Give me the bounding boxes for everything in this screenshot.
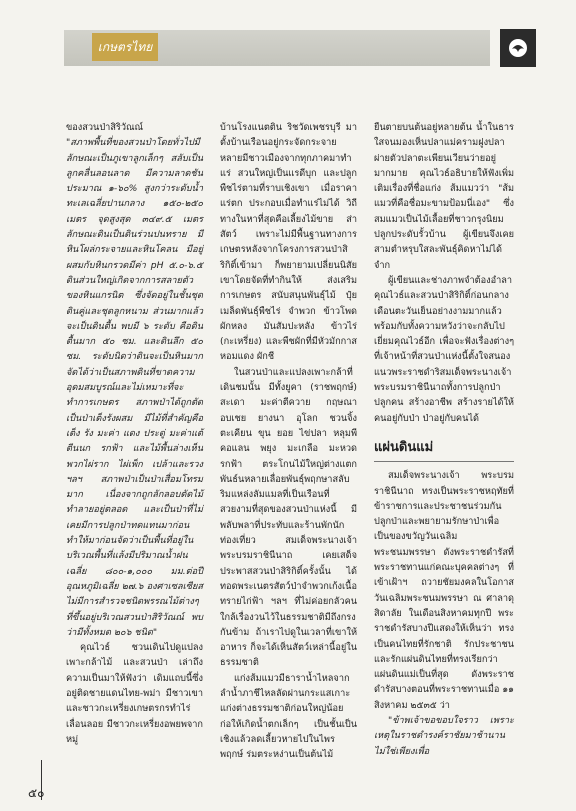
paragraph: ผู้เขียนและช่างภาพจำต้องอำลาคุณไวธ์และสวนป่าสิริกิติ์ก่อนกลางเดือนตะวันเย็นอย่างงามมากแล้ว พร้อมกับทั้งความหวังว่าจะกลับไปเยี่ยมคุณไวธ์อีก เพื่อจะฟังเรื่องต่างๆ ที่เจ้าหน้าที่สวนป่าแห่งนี้ตั้งใจสนองแนวพระราชดำริสมเด็จพระนางเจ้าพระบรมราชินีนาถทั้งการปลูกป่า ปลูกคน สร้างอาชีพ สร้างรายได้ให้คนอยู่กับป่า ป่าอยู่กับคนได้ [374, 274, 514, 424]
column-1 [66, 120, 203, 747]
paragraph: ยืนตายบนต้นอยู่หลายต้น น้ำในธารใสจนมองเห็นปลาแม่ครามฝูงปลาผ่ายตัวปลาตะเพียนเวียนว่ายอยู่มากมาย คุณไวธ์อธิบายให้ฟังเพิ่มเติมเรื่องที่ชื่อแก่ง ส้มแมวว่า "ส้มแมวที่คือชื่อมะขามป้อมนี่เอง" ซึ่งสมแมวเป็นไม้เลื้อยที่ชาวกรุงนิยมปลูกประดับรั้วบ้าน ผู้เขียนจึงเคยสามตำหรุบใสละพันธุ์คิดหาไม่ได้จำก [374, 122, 514, 271]
section-tab [92, 33, 158, 61]
column-3 [374, 120, 514, 759]
paragraph: แก่งส้มแมวมีธาราน้ำไหลจากลำน้ำภาชีไหลลัดผ่านกระแสเกาะแก่งต่างธรรมชาติก่อนใหญ่น้อย ก่อให้เกิดน้ำตกเล็กๆ เป็นชั้นเป็นเชิงแล้วลดเลี้ยวหายไปในไพรพฤกษ์ ร่มตระหง่านเป็นต้นไม้ [220, 672, 357, 761]
paragraph: ของสวนป่าสิริวัณณ์ [66, 122, 144, 133]
quote-paragraph: "ข้าพเจ้าขอขอบใจราว เพราะเหตุในราชดำรงค์ราชัยมาช้านาน ไม่ใช่เพียงเพื่อ [374, 714, 514, 757]
section-tab-label: เกษตรไทย [97, 39, 153, 54]
page-number: ๕๐ [28, 786, 45, 800]
column-2 [220, 120, 357, 762]
paragraph: บ้านโรงแนตติน ริชวัดเพชรบุรี มาตั้งบ้านเรือนอยู่กระจัดกระจาย หลายมีชาวเมืองจากทุกภาคมาทำแร่ สวนใหญ่เป็นแรดีบุก และปลูกพืชไร่ตามที่ราบเชิงเขา เมื่อราคาแร่ตก ประกอบเมื่อทำแร่ไม่ได้ วิถีทางในหาที่สุดคือเลี้ยงไม้ขาย ส่าสัตว์ เพราะไม่มีพื้นฐานทางการเกษตรหลังจากโครงการสวนป่าสิริกิติ์เข้ามา ก็พยายามเปลี่ยนนิสัยเขาโดยจัดที่ทำกินให้ ส่งเสริมการเกษตร สนับสนุนพันธุ์ไม้ ปุ๋ย เมล็ดพันธุ์พืชไร่ จำพวก ข้าวโพด ผักหลง มันสัมปะหลัง ข้าวไร่ (กะเหรี่ยง) และพืชผักที่มีหัวมักกาส หอมแดง ผักชี [220, 122, 357, 363]
paragraph: คุณไวธ์ ชวนเดินไปดูแปลงเพาะกล้าไม้ และสวนป่า เล่าถึงความเป็นมาให้ฟังว่า เดิมแถบนี้ซึ่งอยู่ติดชายแดนไทย-พม่า มีชาวเขาและชาวกะเหรี่ยงเกษตรกรทำไร่เลื่อนลอย มีชาวกะเหรี่ยงอพยพจากหมู่ [66, 642, 203, 745]
quote-paragraph: "สภาพพื้นที่ของสวนป่าโดยทั่วไปมีลักษณะเป็นภูเขาลูกเล็กๆ สลับเป็นลูกคลื่นลอนลาด มีความลาดชันประมาณ ๑-๖๐% สูงกว่าระดับน้ำทะเลเฉลี่ยปานกลาง ๑๕๐-๒๕๐ เมตร จุดสูงสุด ๓๔๙.๕ เมตร ลักษณะดินเป็นดินร่วนปนทราย มีหินโผล่กระจายและหินโคลน มีอยู่ผสมกับหินกรวดมีค่า pH ๕.๐-๖.๕ ดินส่วนใหญ่เกิดจากการสลายตัวของหินแกรนิต ซึ่งจัดอยู่ในชั้นชุดดินคู่และชุดลูกหนาม ส่วนมากแล้วจะเป็นดินตื้น พบมี ๖ ระดับ คือดินตื้นมาก ๕๐ ซม. และดินลึก ๕๐ ซม. ระดับนิดว่าดินจะเป็นหินมาก จัดได้ว่าเป็นสภาพดินที่ขาดความอุดมสมบูรณ์และไม่เหมาะที่จะทำการเกษตร สภาพป่าได้ถูกตัดเป็นป่าเต็งรังผสม มีไม้ที่สำคัญคือ เต็ง รัง มะค่า แดง ประดู่ มะค่าแต้ ตีนนก รกฟ้า และไม้พื้นล่างเห็นพวกไผ่ราก ไผ่เพ็ก เปล้าและรวง ฯลฯ สภาพป่าเป็นป่าเสื่อมโทรมมาก เนื่องจากถูกลักลอบตัดไม้ทำลายอยู่ตลอด และเป็นป่าที่ไม่เคยมีการปลูกป่าทดแทนมาก่อนทำให้มาก่อนจัดว่าเป็นพื้นที่อยู่ในบริเวณพื้นที่แล้งมีปริมาณน้ำฝนเฉลี่ย ๘๐๐-๑,๐๐๐ มม.ต่อปี อุณหภูมิเฉลี่ย ๒๗.๖ องศาเซลเซียส ไม่มีการสำรวจชนิดพรรณไม้ต่างๆ ที่ขึ้นอยู่บริเวณสวนป่าสิริวัณณ์ พบว่ามีทั้งหมด ๒๐๖ ชนิด" [66, 137, 203, 638]
logo-box [500, 29, 536, 67]
paragraph: สมเด็จพระนางเจ้า พระบรมราชินีนาถ ทรงเป็นพระราชหฤทัยที่ข้าราชการและประชาชนร่วมกันปลูกป่าและพยายามรักษาป่าเพื่อเป็นของขวัญวันเฉลิมพระชนมพรรษา ดังพระราชดำรัสที่พระราชทานแก่คณะบุคคลต่างๆ ที่เข้าเฝ้าฯ ถวายชัยมงคลในโอกาสวันเฉลิมพระชนมพรรษา ณ ศาลาดุสิดาลัย ในเดือนสิงหาคมทุกปี พระราชดำรัสบางปีแสดงให้เห็นว่า ทรงเป็นคนไทยที่รักชาติ รักประชาชน และรักแผ่นดินไทยที่ทรงเรียกว่าแผ่นดินแม่เป็นที่สุด ดังพระราชดำรัสบางตอนที่พระราชทานเมื่อ ๑๑ สิงหาคม ๒๕๓๕ ว่า [374, 470, 515, 711]
section-divider [374, 461, 514, 462]
circle-leaf-emblem-icon [508, 38, 528, 58]
section-heading: แผ่นดินแม่ [374, 439, 434, 455]
paragraph: ในสวนป่าและแปลงเพาะกล้าที่เดินชมนั้น มีทั้งยูคา (ราชพฤกษ์) สะเดา มะค่าตีควาย กฤษณา อบเชย ยางนา อุโลก ชวนจิ้ง ตะเคียน ขุน ยอย ไข่ปลา หลุมพี คอแลน พยุง มะเกลือ มะหวด รกฟ้า ตระโกนไม้ใหญ่ต่างแตกพันธ์นหลายเลื่อยพันธุ์พฤกษาสลับ ริมแหล่งลัมแมลที่เป็นเรือนที่สวยงามที่สุดของสวนป่าแห่งนี้ มีพลับพลาที่ประทับและร้านพักนักท่องเที่ยว สมเด็จพระนางเจ้า พระบรมราชินีนาถ เคยเสด็จประพาสสวนป่าสิริกิติ์ครั้งนั้น ได้ทอดพระเนตรสัตว์ป่าจำพวกเก้งเนื้อทรายไก่ฟ้า ฯลฯ ที่ไม่ค่อยกลัวคน ใกล้เรื่องวนไว้ในธรรมชาติมีถึงกรงกันข้าม ถ้าเราไปดูในเวลาที่เขาให้อาหาร ก็จะได้เห็นสัตว์เหล่านี้อยู่ในธรรมชาติ [220, 366, 357, 669]
